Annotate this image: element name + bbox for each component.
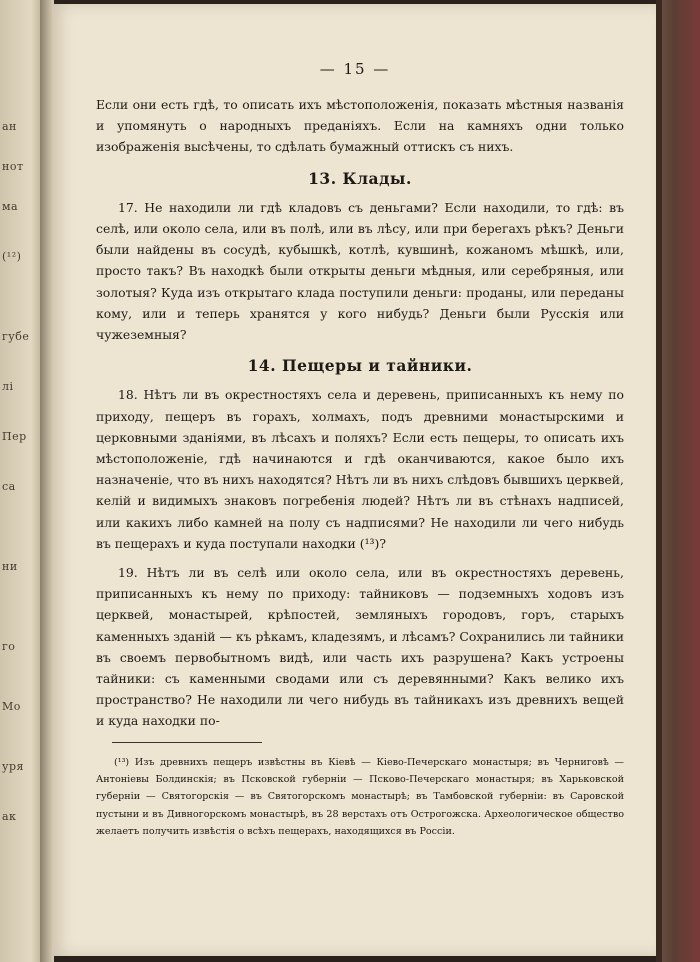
paragraph-19: 19. Нѣтъ ли въ селѣ или около села, или въ окрестностяхъ деревень, приписанныхъ къ нему по приходу: тайниковъ — подземныхъ ходовъ изъ церквей, монастырей, крѣпостей, земляныхъ городовъ, горъ, старыхъ каменныхъ зданій — къ рѣкамъ, кладезямъ, и лѣсамъ? Сохранились ли тайники въ своемъ первобытномъ видѣ, или часть ихъ разрушена? Какъ устроены тайники: съ каменными сводами или съ деревянными? Какъ велико ихъ пространство? Не находили ли чего нибудь въ тайникахъ изъ древнихъ вещей и куда находки по- <box>96 565 624 729</box>
footnotes <box>96 754 624 840</box>
section-heading-caves: 14. Пещеры и тайники. <box>247 356 473 376</box>
book-cover-edge <box>656 0 700 962</box>
section-heading-treasures: 13. Клады. <box>308 168 412 188</box>
page-body <box>96 94 624 732</box>
intro-paragraph: Если они есть гдѣ, то описать ихъ мѣстоположенія, показать мѣстныя названія и упомянуть о народныхъ преданіяхъ. Если на камняхъ одни только изображенія высѣчены, то сдѣлать бумажный оттискъ съ нихъ. <box>96 97 624 155</box>
footnote-divider <box>112 742 262 743</box>
book-page <box>52 4 658 956</box>
paragraph-17: 17. Не находили ли гдѣ кладовъ съ деньгами? Если находили, то гдѣ: въ селѣ, или около села, или въ полѣ, или въ лѣсу, или при берегахъ рѣкъ? Деньги были найдены въ сосудѣ, кубышкѣ, котлѣ, кувшинѣ, кожаномъ мѣшкѣ, или, просто такъ? Въ находкѣ были открыты деньги мѣдныя, или серебряныя, или золотыя? Куда изъ открытаго клада поступили деньги: проданы, или переданы кому, или и теперь хранятся у кого нибудь? Деньги были Русскія или чужеземныя? <box>96 199 624 343</box>
paragraph-18: 18. Нѣтъ ли въ окрестностяхъ села и деревень, приписанныхъ къ нему по приходу, пещеръ въ горахъ, холмахъ, подъ древними монастырскими и церковными зданіями, въ лѣсахъ и поляхъ? Если есть пещеры, то описать ихъ мѣстоположеніе, гдѣ начинаются и гдѣ оканчиваются, какое было ихъ назначеніе, что въ нихъ находятся? Нѣтъ ли въ нихъ слѣдовъ бывшихъ церквей, келій и видимыхъ знаковъ погребенія людей? Нѣтъ ли въ стѣнахъ надписей, или какихъ либо камней на полу съ надписями? Не находили ли чего нибудь въ пещерахъ и куда поступали находки (¹³)? <box>96 387 624 551</box>
footnote-13: (¹³) Изъ древнихъ пещеръ извѣстны въ Кіевѣ — Кіево-Печерскаго монастыря; въ Черниговѣ — Антоніевы Болдинскія; въ Псковской губерніи — Псково-Печерскаго монастыря; въ Харьковской губерніи — Святогорскія — въ Святогорскомъ монастырѣ; въ Тамбовской губерніи: въ Саровской пустыни и въ Дивногорскомъ монастырѣ, въ 28 верстахъ отъ Острогожска. Археологическое общество желаетъ получить извѣстія о всѣхъ пещерахъ, находящихся въ Россіи. <box>96 757 624 837</box>
left-facing-page-edge: ан нот ма (¹²) губе лі Пер са ни го Мо уря ак <box>0 0 44 962</box>
page-number: — 15 — <box>319 60 391 78</box>
